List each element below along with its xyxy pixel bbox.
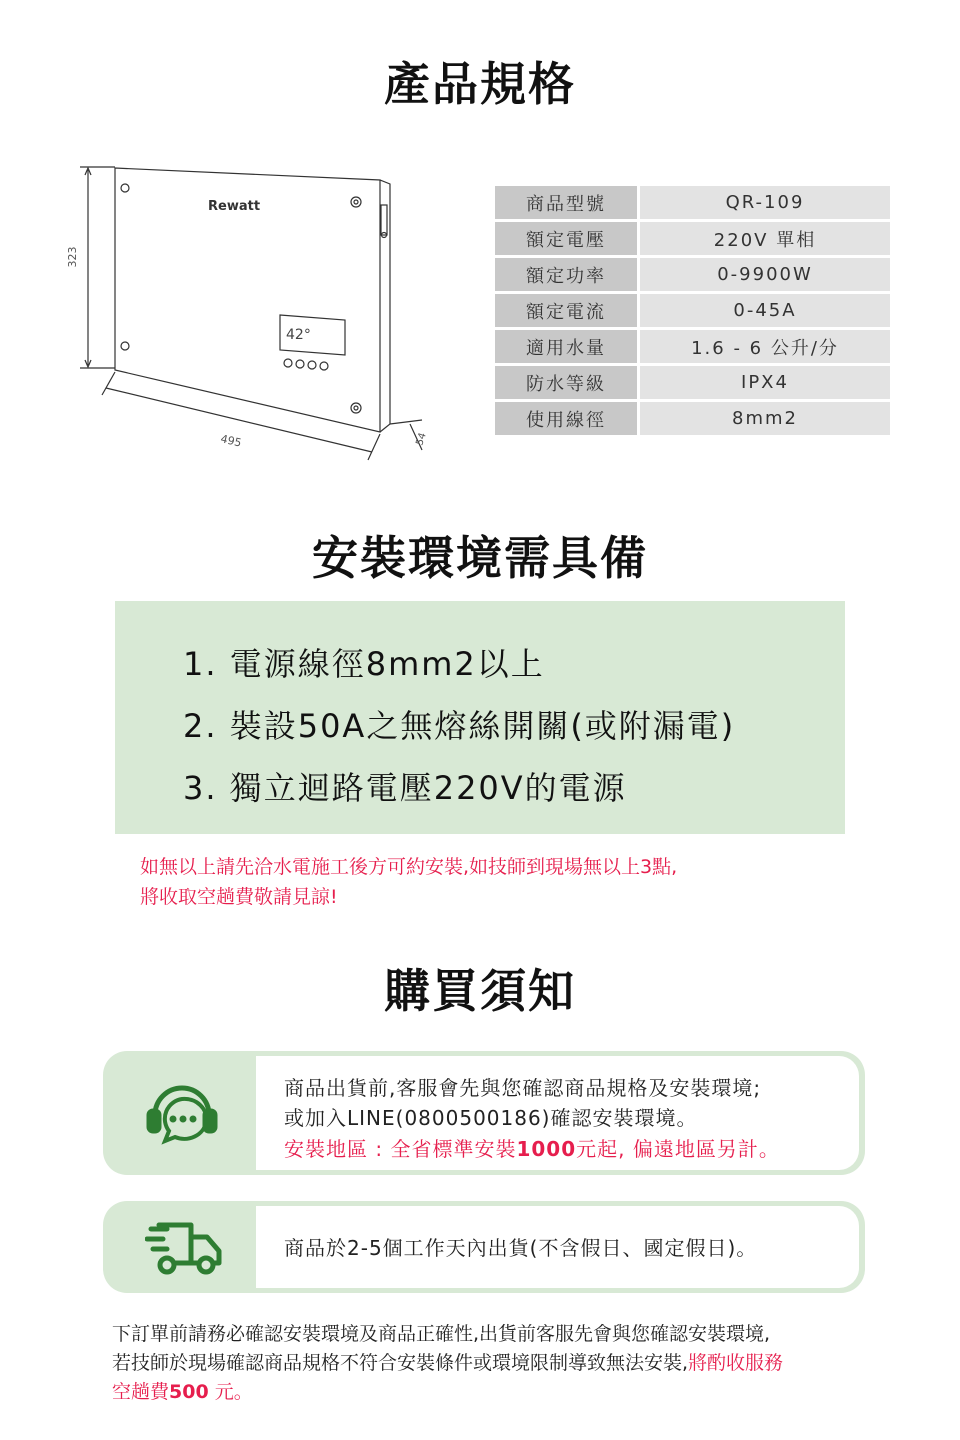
spec-value: 220V 單相 <box>640 222 890 255</box>
delivery-truck-icon <box>145 1221 229 1277</box>
install-warning-line: 將收取空趟費敬請見諒! <box>140 886 338 908</box>
spec-key: 額定功率 <box>495 258 637 291</box>
spec-value: 0-9900W <box>640 258 890 291</box>
bottom-notice <box>112 1320 872 1407</box>
requirement-item: 3. 獨立迴路電壓220V的電源 <box>183 769 627 807</box>
purchase-card-text-panel <box>256 1056 859 1170</box>
depth-dimension-label: 54 <box>414 431 429 447</box>
width-dimension-label: 495 <box>219 432 243 450</box>
spec-key: 額定電壓 <box>495 222 637 255</box>
spec-key: 額定電流 <box>495 294 637 327</box>
purchase-section-title: 購買須知 <box>384 964 576 1018</box>
spec-section-title: 產品規格 <box>384 57 576 111</box>
spec-row <box>495 222 890 255</box>
notice-line: 下訂單前請務必確認安裝環境及商品正確性,出貨前客服先會與您確認安裝環境, <box>112 1323 771 1345</box>
spec-value: 1.6 - 6 公升/分 <box>640 330 890 363</box>
spec-key: 使用線徑 <box>495 402 637 435</box>
spec-row <box>495 366 890 399</box>
notice-red-text: 將酌收服務 <box>688 1352 784 1374</box>
headset-chat-icon <box>145 1079 219 1149</box>
install-area-suffix: 元起, 偏遠地區另計。 <box>576 1137 780 1161</box>
spec-key: 防水等級 <box>495 366 637 399</box>
brand-logo-text: Rewatt <box>208 199 261 214</box>
spec-value: 0-45A <box>640 294 890 327</box>
requirement-item: 1. 電源線徑8mm2以上 <box>183 645 545 683</box>
spec-table <box>492 183 893 438</box>
notice-line <box>112 1378 872 1407</box>
purchase-card-shipping <box>103 1201 865 1293</box>
spec-row <box>495 330 890 363</box>
spec-value: 8mm2 <box>640 402 890 435</box>
spec-row <box>495 186 890 219</box>
install-requirements-panel <box>115 601 845 834</box>
spec-value: QR-109 <box>640 186 890 219</box>
requirement-item: 2. 裝設50A之無熔絲開關(或附漏電) <box>183 707 736 745</box>
install-area-prefix: 安裝地區 : 全省標準安裝 <box>284 1137 517 1161</box>
display-reading: 42° <box>286 327 311 343</box>
install-warning <box>140 852 840 912</box>
card-line: 或加入LINE(0800500186)確認安裝環境。 <box>284 1106 698 1130</box>
purchase-card-service <box>103 1051 865 1175</box>
spec-value: IPX4 <box>640 366 890 399</box>
spec-row <box>495 258 890 291</box>
install-section-title: 安裝環境需具備 <box>312 531 648 585</box>
spec-row <box>495 294 890 327</box>
install-warning-line: 如無以上請先洽水電施工後方可約安裝,如技師到現場無以上3點, <box>140 856 678 878</box>
spec-key: 適用水量 <box>495 330 637 363</box>
install-price: 1000 <box>516 1137 577 1161</box>
card-line: 商品出貨前,客服會先與您確認商品規格及安裝環境; <box>284 1076 762 1100</box>
spec-key: 商品型號 <box>495 186 637 219</box>
height-dimension-label: 323 <box>66 246 79 268</box>
purchase-card-text-panel <box>256 1206 859 1288</box>
notice-red-text: 元。 <box>208 1381 253 1403</box>
card-line: 商品於2-5個工作天內出貨(不含假日、國定假日)。 <box>284 1236 758 1260</box>
install-area-line <box>284 1134 780 1164</box>
product-dimension-drawing <box>50 150 450 470</box>
notice-line <box>112 1349 872 1378</box>
notice-text: 若技師於現場確認商品規格不符合安裝條件或環境限制導致無法安裝, <box>112 1352 689 1374</box>
empty-trip-fee: 500 <box>169 1381 209 1403</box>
spec-row <box>495 402 890 435</box>
notice-red-text: 空趟費 <box>112 1381 170 1403</box>
